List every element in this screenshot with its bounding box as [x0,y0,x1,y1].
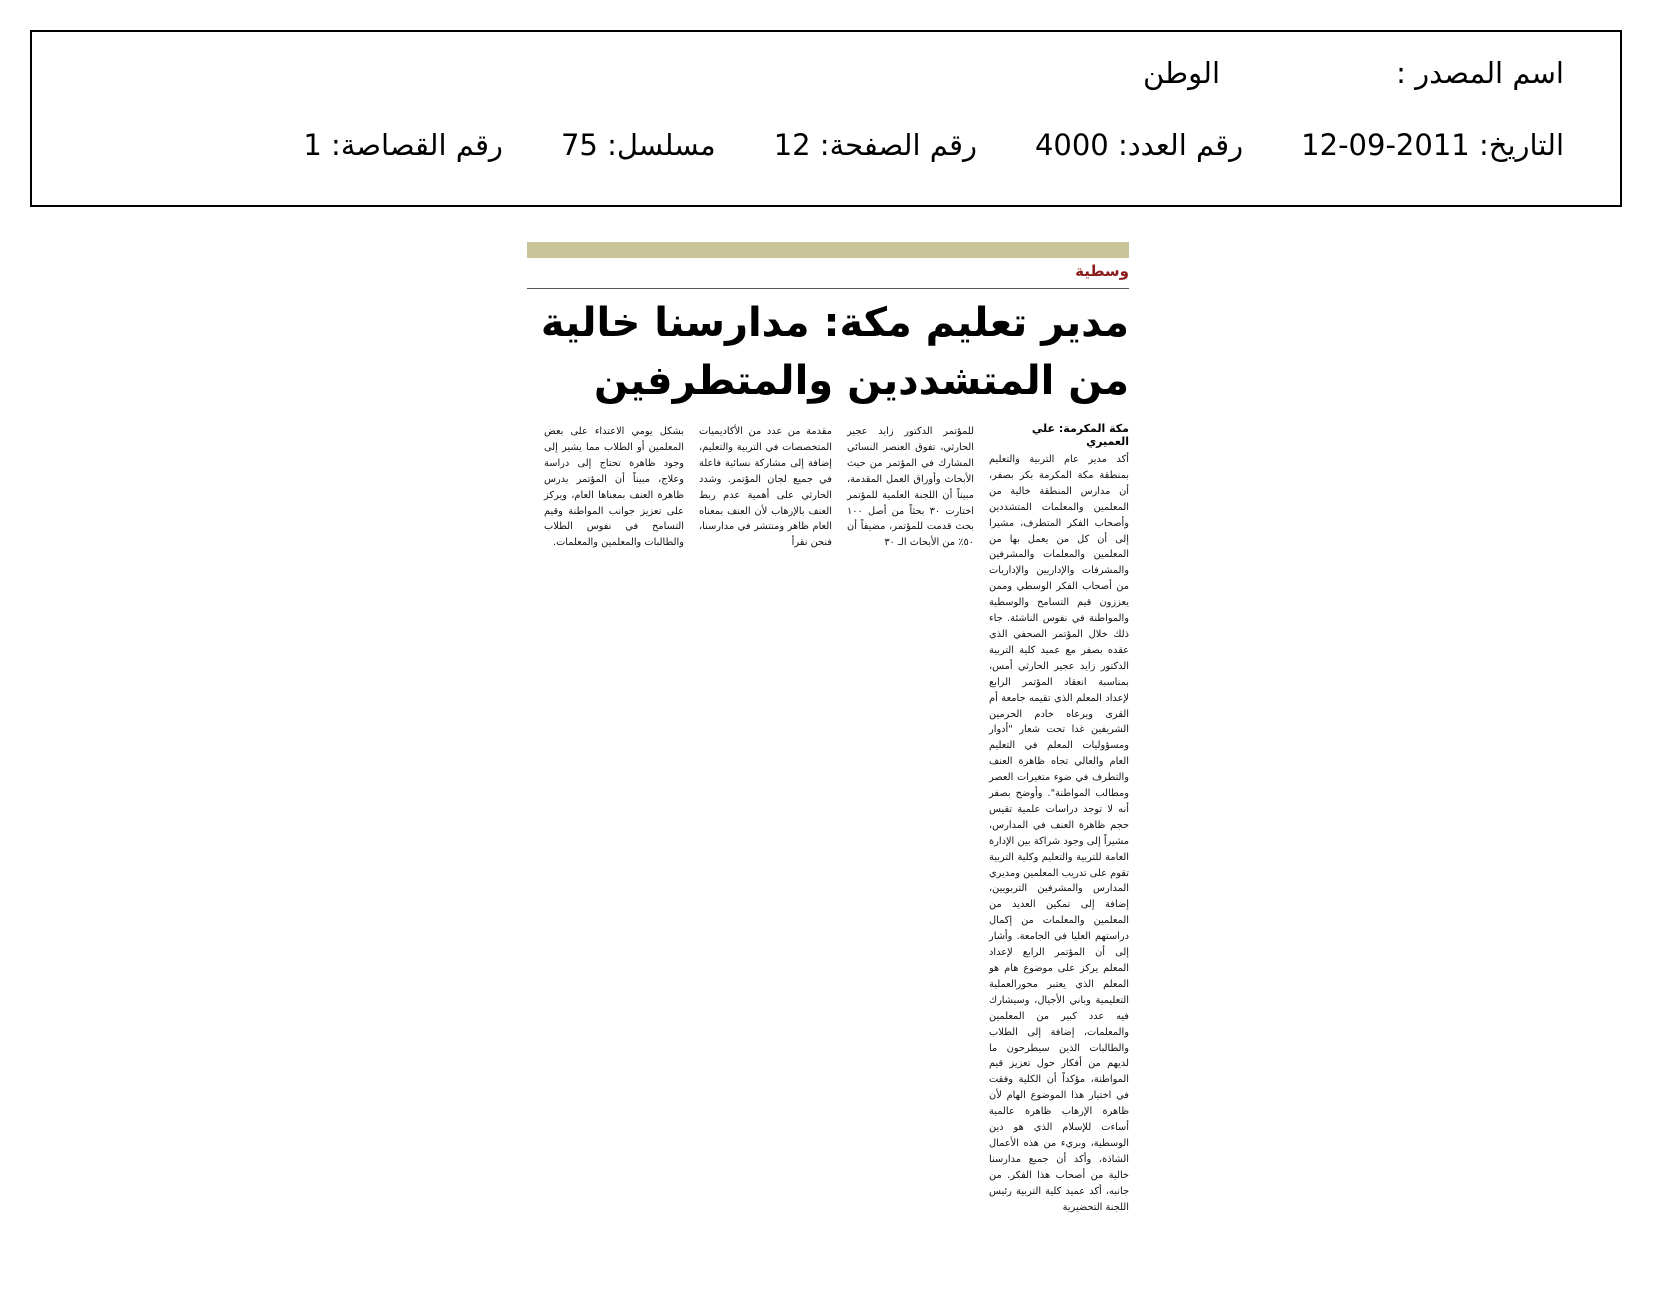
date-field: التاريخ: 2011-09-12 [1301,128,1564,162]
meta-row [303,128,1564,162]
article-byline: مكة المكرمة: علي العميري [1031,422,1129,448]
issue-field: رقم العدد: 4000 [1034,128,1244,162]
article-column-1: أكد مدير عام التربية والتعليم بمنطقة مكة المكرمة بكر بصفر، أن مدارس المنطقة خالية من المعلمين والمعلمات المتشددين وأصحاب الفكر المتطرف، مشيرا إلى أن كل من يعمل بها من المعلمين والمعلمات والمشرفين والمشرفات والإداريين والإداريات من أصحاب الفكر الوسطي وممن يعززون قيم التسامح والوسطية والمواطنة في نفوس الناشئة. جاء ذلك خلال المؤتمر الصحفي الذي عقده بصفر مع عميد كلية التربية الدكتور زايد عجير الحارثي أمس، بمناسبة انعقاد المؤتمر الرابع لإعداد المعلم الذي تقيمه جامعة أم القرى ويرعاه خادم الحرمين الشريفين غدا تحت شعار "أدوار ومسؤوليات المعلم في التعليم العام والعالي تجاه ظاهرة العنف والتطرف في ضوء متغيرات العصر ومطالب المواطنة". وأوضح بصفر أنه لا توجد دراسات علمية تقيس حجم ظاهرة العنف في المدارس، مشيراً إلى وجود شراكة بين الإدارة العامة للتربية والتعليم وكلية التربية تقوم على تدريب المعلمين ومديري المدارس والمشرفين التربويين، إضافة إلى تمكين العديد من المعلمين والمعلمات من إكمال دراستهم العليا في الجامعة. وأشار إلى أن المؤتمر الرابع لإعداد المعلم يركز على موضوع هام هو المعلم الذي يعتبر محورالعملية التعليمية وباني الأجيال، وسيشارك فيه عدد كبير من المعلمين والمعلمات، إضافة إلى الطلاب والطالبات الذين سيطرحون ما لديهم من أفكار حول تعزيز قيم المواطنة، مؤكداً أن الكلية وفقت في اختيار هذا الموضوع الهام لأن ظاهرة الإرهاب ظاهرة عالمية أساءت للإسلام الذي هو دين الوسطية، وبريء من هذه الأعمال الشاذة، وأكد أن جميع مدارسنا خالية من أصحاب هذا الفكر. من جانبه، أكد عميد كلية التربية رئيس اللجنة التحضيرية [989,454,1129,1213]
article-column-4: بشكل يومي الاعتداء على بعض المعلمين أو الطلاب مما يشير إلى وجود ظاهرة تحتاج إلى دراسة وعلاج، مبيناً أن المؤتمر يدرس ظاهرة العنف بمعناها العام، ويركز على تعزيز جوانب المواطنة وقيم التسامح في نفوس الطلاب والطالبات والمعلمين والمعلمات. [544,426,684,549]
clip-field: رقم القصاصة: 1 [303,128,503,162]
section-label: وسطية [1075,262,1129,280]
source-value: الوطن [1142,56,1220,90]
article-headline: مدير تعليم مكة: مدارسنا خالية من المتشددين والمتطرفين [540,300,1129,404]
page-field: رقم الصفحة: 12 [773,128,977,162]
top-band [527,242,1129,258]
article-column-3: مقدمة من عدد من الأكاديميات المتخصصات في التربية والتعليم، إضافة إلى مشاركة نسائية فاعلة في جميع لجان المؤتمر. وشدد الحارثي على أهمية عدم ربط العنف بالإرهاب لأن العنف بمعناه العام ظاهر ومنتشر في مدارسنا، فنحن نقرأ [699,426,832,549]
newspaper-clipping [527,242,1129,1280]
source-label: اسم المصدر : [1396,56,1564,90]
clipping-info-box [30,30,1622,207]
serial-field: مسلسل: 75 [560,128,716,162]
divider [527,288,1129,289]
article-column-2: للمؤتمر الدكتور زايد عجير الحارثي، تفوق العنصر النسائي المشارك في المؤتمر من حيث الأبحاث وأوراق العمل المقدمة، مبيناً أن اللجنة العلمية للمؤتمر اختارت ٣٠ بحثاً من أصل ١٠٠ بحث قدمت للمؤتمر، مضيفاً أن ٥٠٪ من الأبحاث الـ ٣٠ [847,426,974,549]
